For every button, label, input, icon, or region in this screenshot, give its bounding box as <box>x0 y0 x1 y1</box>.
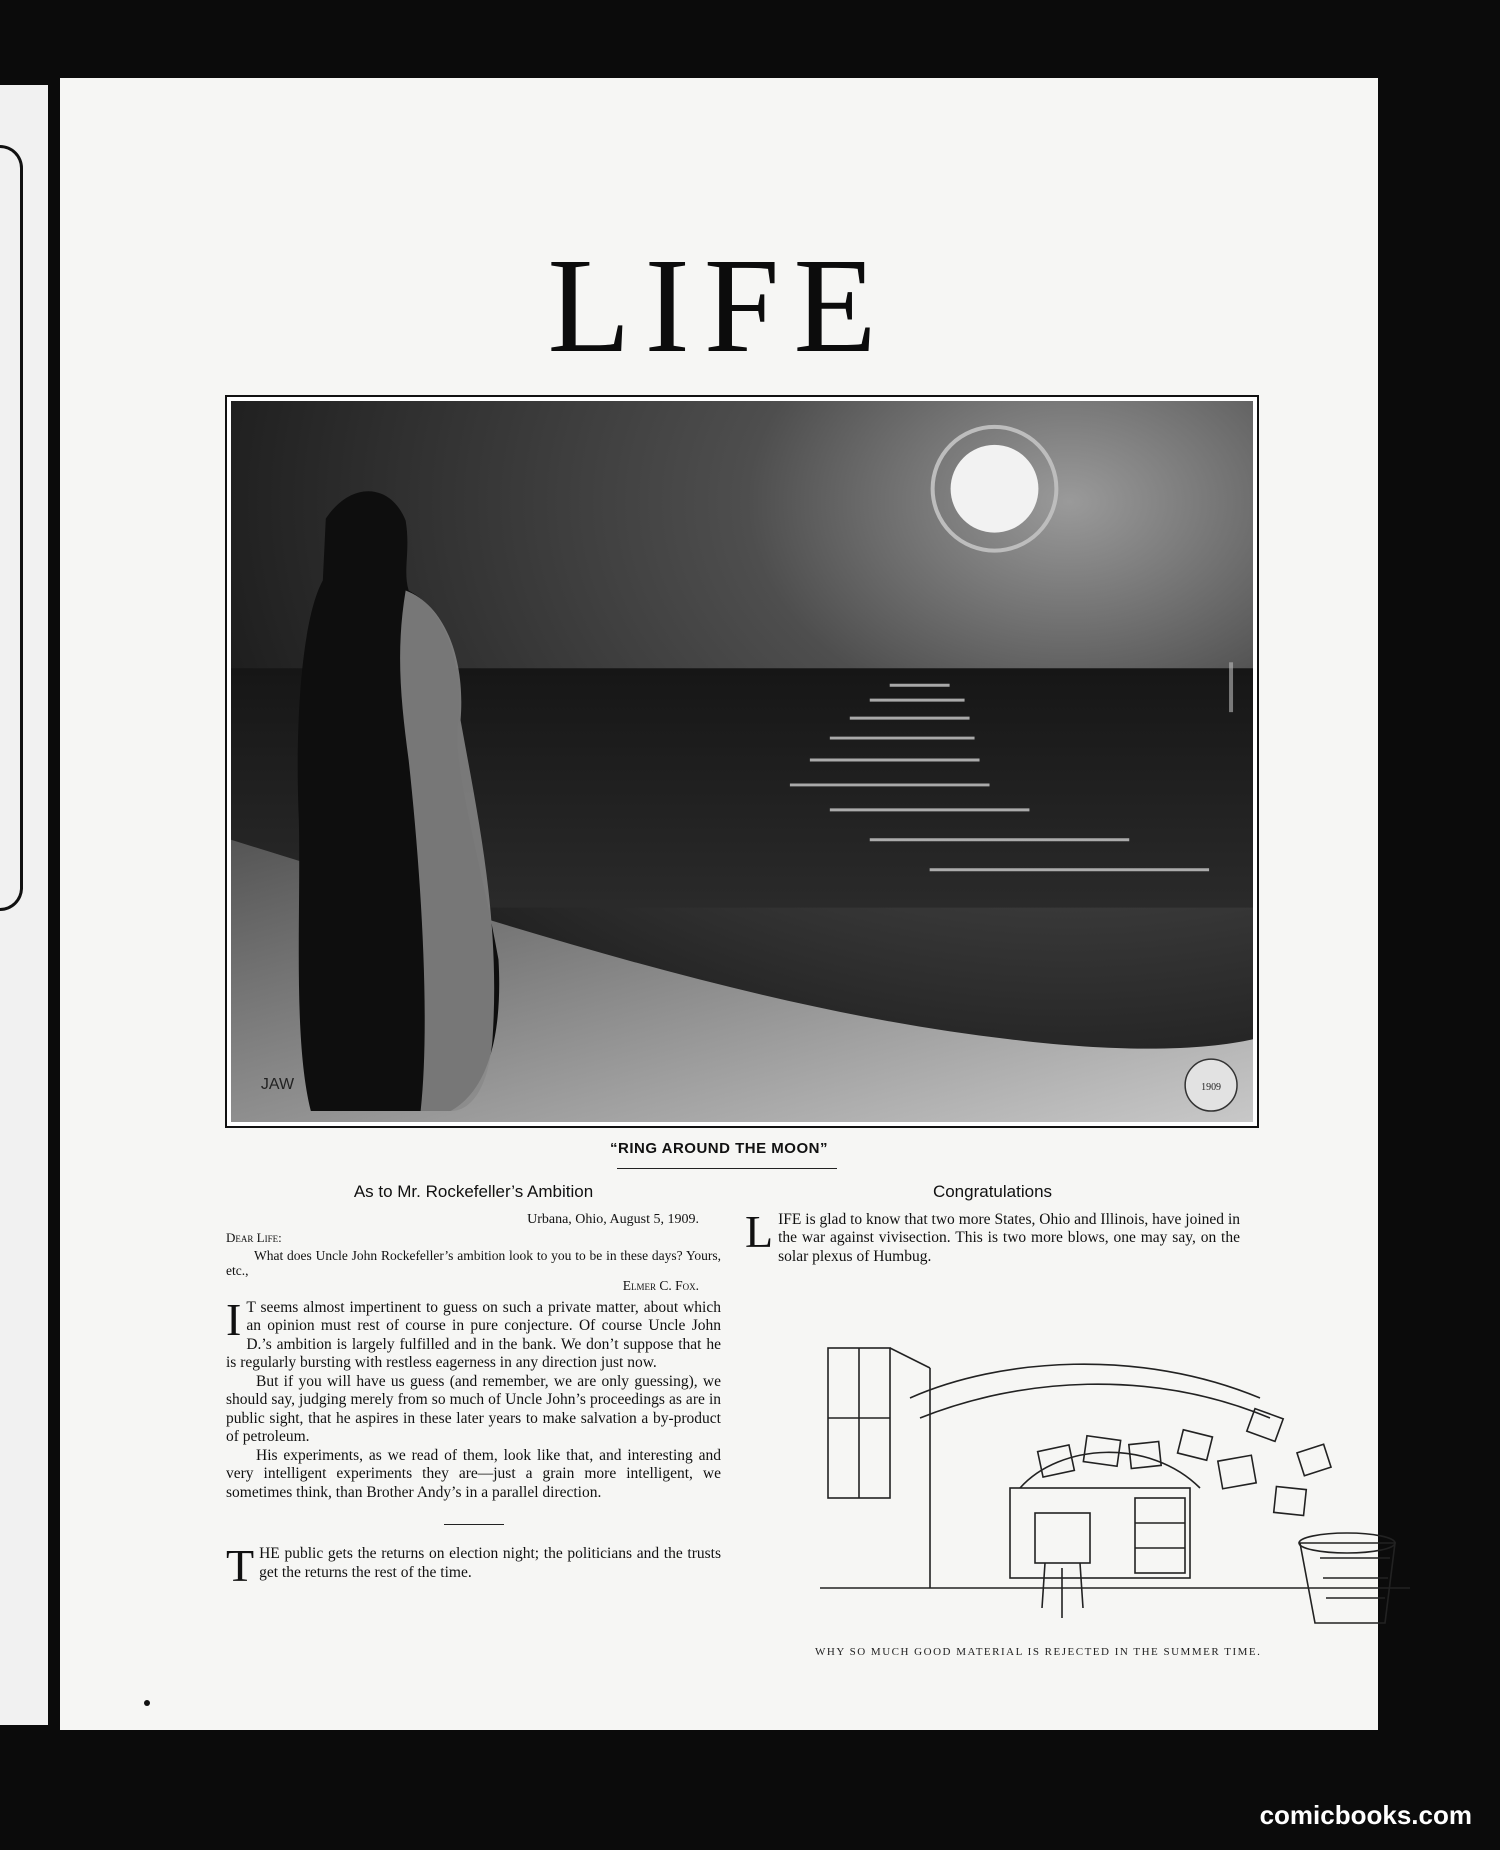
wastebasket <box>1300 1543 1395 1623</box>
illustration-caption: “RING AROUND THE MOON” <box>610 1140 828 1157</box>
previous-page-edge <box>0 85 48 1725</box>
moon-illustration <box>225 395 1259 1128</box>
rockefeller-article <box>226 1182 721 1591</box>
letter-dateline: Urbana, Ohio, August 5, 1909. <box>527 1211 699 1227</box>
page-mark <box>144 1700 150 1706</box>
election-squib <box>226 1540 721 1591</box>
article-paragraph-3: His experiments, as we read of them, look like that, and interesting and very intelligent experiments they are—just a grain more intelligent, we sometimes think, than Brother Andy’s in a parallel direction. <box>226 1446 721 1501</box>
letter-salutation: Dear Life: <box>226 1230 282 1245</box>
letter-signoff <box>226 1278 721 1293</box>
drop-cap: T <box>226 1540 255 1591</box>
office-cartoon <box>820 1338 1410 1638</box>
paragraph-text: IFE is glad to know that two more States, Ohio and Illinois, have joined in the war against vivisection. This is two more blows, one may say, on the solar plexus of Humbug. <box>778 1210 1240 1265</box>
svg-text:1909: 1909 <box>1201 1082 1222 1094</box>
watermark: comicbooks.com <box>1259 1800 1472 1830</box>
magazine-page <box>60 78 1378 1730</box>
section-rule <box>444 1524 504 1525</box>
letter-body: What does Uncle John Rockefeller’s ambition look to you to be in these days? Yours, etc., <box>226 1247 721 1278</box>
drop-cap: L <box>745 1205 774 1257</box>
paragraph-text: HE public gets the returns on election night; the politicians and the trusts get the returns the rest of the time. <box>259 1545 721 1581</box>
letter-signature: Elmer C. Fox. <box>622 1277 699 1293</box>
article-headline: Congratulations <box>932 1182 1053 1201</box>
artist-signature: JAW <box>260 1076 295 1094</box>
paragraph-text: T seems almost impertinent to guess on such a private matter, about which an opinion must rest of course in pure conjecture. Of course Uncle John D.’s ambition is largely fulfilled and in the bank. We don’t suppose that he is regularly bursting with restless eagerness in any direction just now. <box>226 1298 721 1371</box>
caption-rule <box>617 1168 837 1169</box>
congratulations-article <box>745 1183 1240 1266</box>
cartoon-caption: WHY SO MUCH GOOD MATERIAL IS REJECTED IN THE SUMMER TIME. <box>815 1646 1262 1658</box>
article-paragraph-2: But if you will have us guess (and remember, we are only guessing), we should say, judging merely from so much of Uncle John’s proceedings as are in public sight, that he aspires in these later years to make salvation a by-product of petroleum. <box>226 1372 721 1445</box>
article-paragraph-1 <box>745 1205 1240 1267</box>
masthead-title: LIFE <box>547 231 891 381</box>
drop-cap: I <box>226 1293 242 1345</box>
copyright-seal <box>1185 1059 1237 1111</box>
article-paragraph-1 <box>226 1293 721 1373</box>
article-headline: As to Mr. Rockefeller’s Ambition <box>353 1182 594 1201</box>
